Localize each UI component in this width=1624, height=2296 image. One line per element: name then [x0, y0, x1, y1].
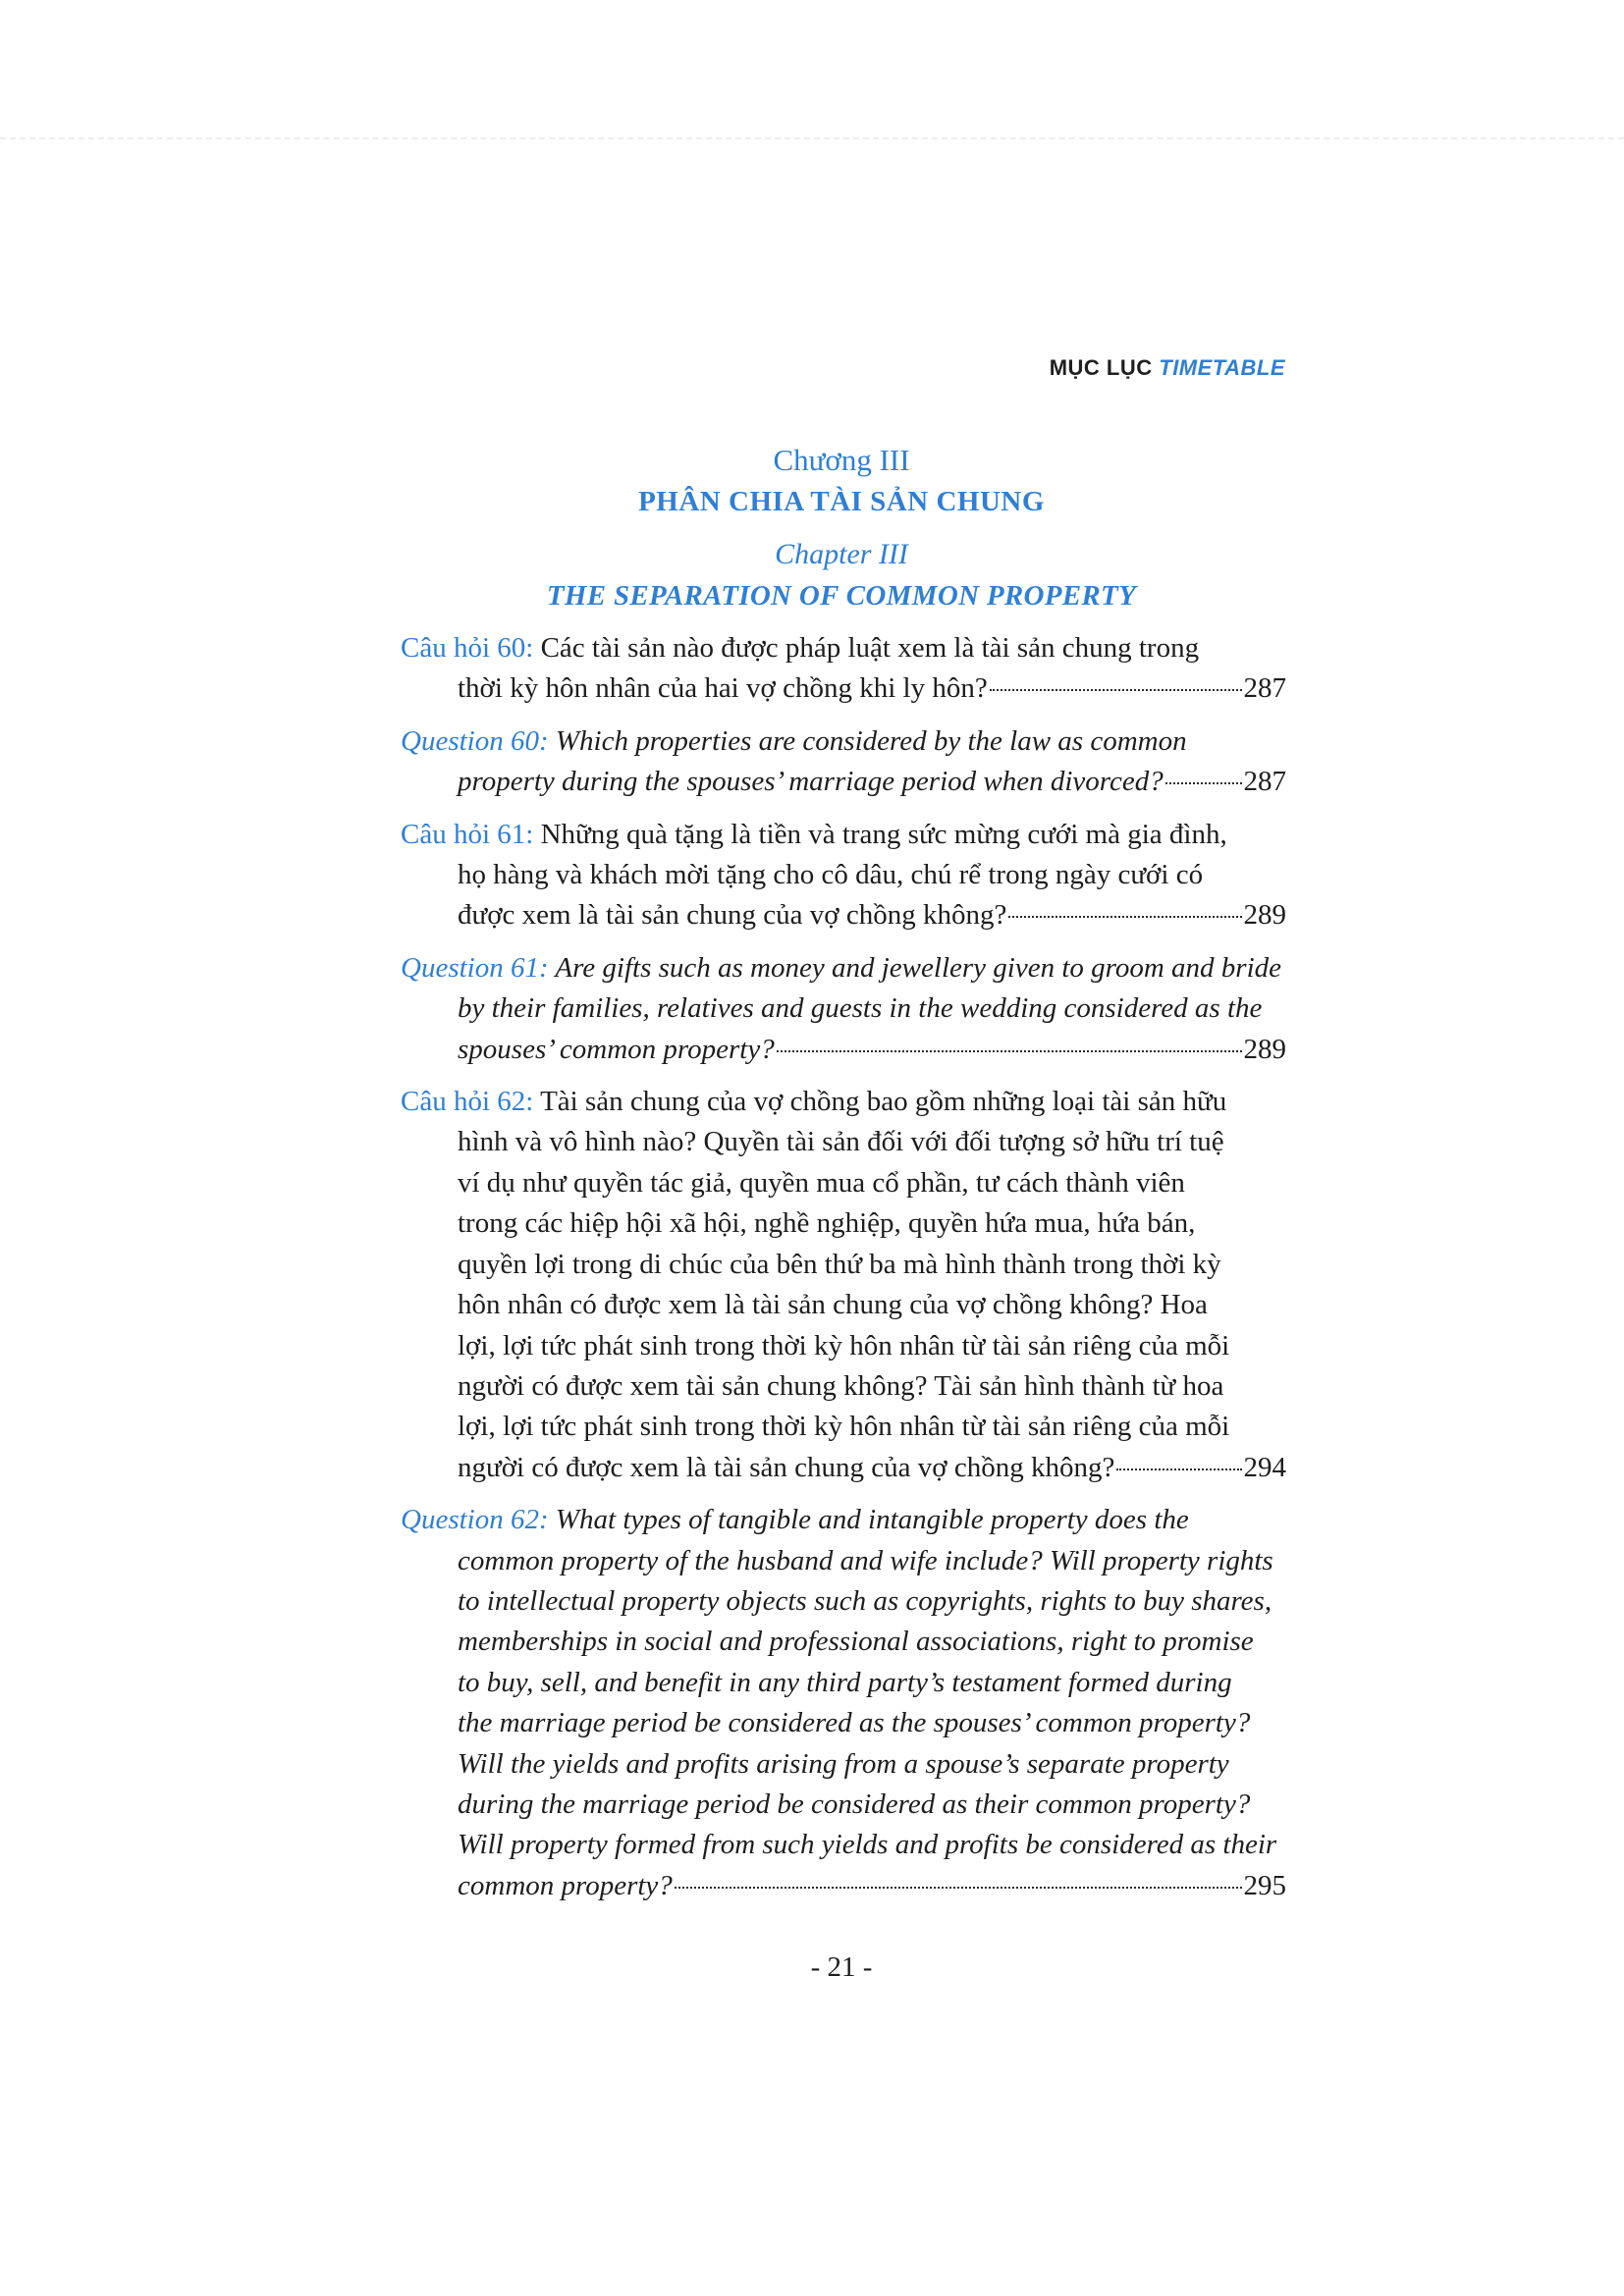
- dot-leader: [675, 1886, 1242, 1889]
- entry-line: spouses’ common property?: [458, 1033, 775, 1065]
- toc-entry-q61-vi[interactable]: [401, 815, 1286, 936]
- entry-line: property during the spouses’ marriage period when divorced?: [458, 766, 1164, 798]
- toc-entry-q60-en[interactable]: [401, 721, 1286, 803]
- table-of-contents: [401, 628, 1286, 1918]
- entry-page-number: 295: [1243, 1869, 1286, 1901]
- toc-entry-q61-en[interactable]: [401, 948, 1286, 1070]
- chapter-title-en: THE SEPARATION OF COMMON PROPERTY: [546, 580, 1137, 612]
- entry-line: Những quà tặng là tiền và trang sức mừng cưới mà gia đình,: [540, 818, 1227, 850]
- entry-line: common property of the husband and wife include? Will property rights: [458, 1544, 1273, 1576]
- entry-label: Câu hỏi 62:: [401, 1086, 534, 1118]
- entry-line: Tài sản chung của vợ chồng bao gồm những loại tài sản hữu: [540, 1086, 1227, 1118]
- entry-line: Are gifts such as money and jewellery given to groom and bride: [555, 951, 1282, 984]
- header-label-en: TIMETABLE: [1159, 355, 1285, 380]
- entry-line: ví dụ như quyền tác giả, quyền mua cổ phần, tư cách thành viên: [458, 1166, 1185, 1199]
- entry-line: to buy, sell, and benefit in any third party’s testament formed during: [458, 1666, 1232, 1698]
- entry-line: hình và vô hình nào? Quyền tài sản đối với đối tượng sở hữu trí tuệ: [458, 1126, 1224, 1158]
- entry-line: to intellectual property objects such as copyrights, rights to buy shares,: [458, 1584, 1272, 1617]
- entry-page-number: 289: [1243, 899, 1286, 932]
- entry-label: Question 60:: [401, 724, 549, 757]
- chapter-heading: [0, 440, 1624, 616]
- entry-page-number: 287: [1243, 672, 1286, 705]
- toc-entry-q60-vi[interactable]: [401, 628, 1286, 710]
- entry-line: thời kỳ hôn nhân của hai vợ chồng khi ly hôn?: [458, 672, 988, 705]
- entry-line: hôn nhân có được xem là tài sản chung của vợ chồng không? Hoa: [458, 1289, 1208, 1321]
- entry-line: What types of tangible and intangible property does the: [555, 1504, 1189, 1536]
- entry-line: được xem là tài sản chung của vợ chồng không?: [458, 899, 1007, 932]
- entry-line: Will the yields and profits arising from a spouse’s separate property: [458, 1747, 1229, 1780]
- dot-leader: [990, 688, 1242, 691]
- entry-label: Câu hỏi 61:: [401, 818, 534, 850]
- dot-leader: [777, 1049, 1242, 1052]
- dot-leader: [1116, 1468, 1241, 1470]
- dot-leader: [1165, 781, 1242, 784]
- scan-artifact-line: [0, 137, 1624, 139]
- entry-line: lợi, lợi tức phát sinh trong thời kỳ hôn nhân từ tài sản riêng của mỗi: [458, 1411, 1230, 1443]
- entry-line: the marriage period be considered as the spouses’ common property?: [458, 1707, 1251, 1739]
- entry-line: common property?: [458, 1869, 673, 1901]
- chapter-title-vi: PHÂN CHIA TÀI SẢN CHUNG: [638, 486, 1045, 517]
- chapter-number-vi: Chương III: [773, 443, 910, 477]
- chapter-number-en: Chapter III: [775, 538, 908, 570]
- entry-page-number: 289: [1243, 1033, 1286, 1065]
- toc-entry-q62-en[interactable]: [401, 1500, 1286, 1906]
- header-label-vi: MỤC LỤC: [1049, 355, 1153, 380]
- entry-page-number: 294: [1243, 1451, 1286, 1483]
- entry-line: quyền lợi trong di chúc của bên thứ ba mà hình thành trong thời kỳ: [458, 1248, 1221, 1280]
- entry-page-number: 287: [1243, 766, 1286, 798]
- entry-label: Question 61:: [401, 951, 549, 984]
- entry-label: Question 62:: [401, 1504, 549, 1536]
- entry-line: Các tài sản nào được pháp luật xem là tài sản chung trong: [540, 632, 1200, 664]
- page-number: - 21 -: [810, 1951, 873, 1983]
- entry-line: lợi, lợi tức phát sinh trong thời kỳ hôn nhân từ tài sản riêng của mỗi: [458, 1329, 1230, 1362]
- entry-line: người có được xem tài sản chung không? Tài sản hình thành từ hoa: [458, 1369, 1224, 1402]
- entry-line: Which properties are considered by the law as common: [555, 724, 1187, 757]
- entry-line: người có được xem là tài sản chung của vợ chồng không?: [458, 1451, 1115, 1483]
- toc-entry-q62-vi[interactable]: [401, 1082, 1286, 1488]
- dot-leader: [1008, 915, 1241, 918]
- entry-line: họ hàng và khách mời tặng cho cô dâu, chú rể trong ngày cưới có: [458, 859, 1204, 891]
- entry-line: memberships in social and professional associations, right to promise: [458, 1626, 1254, 1658]
- entry-line: by their families, relatives and guests in the wedding considered as the: [458, 992, 1263, 1025]
- entry-line: trong các hiệp hội xã hội, nghề nghiệp, quyền hứa mua, hứa bán,: [458, 1207, 1196, 1240]
- entry-line: during the marriage period be considered as their common property?: [458, 1788, 1251, 1820]
- running-header: [1050, 355, 1285, 381]
- entry-line: Will property formed from such yields and profits be considered as their: [458, 1829, 1277, 1861]
- entry-label: Câu hỏi 60:: [401, 632, 534, 664]
